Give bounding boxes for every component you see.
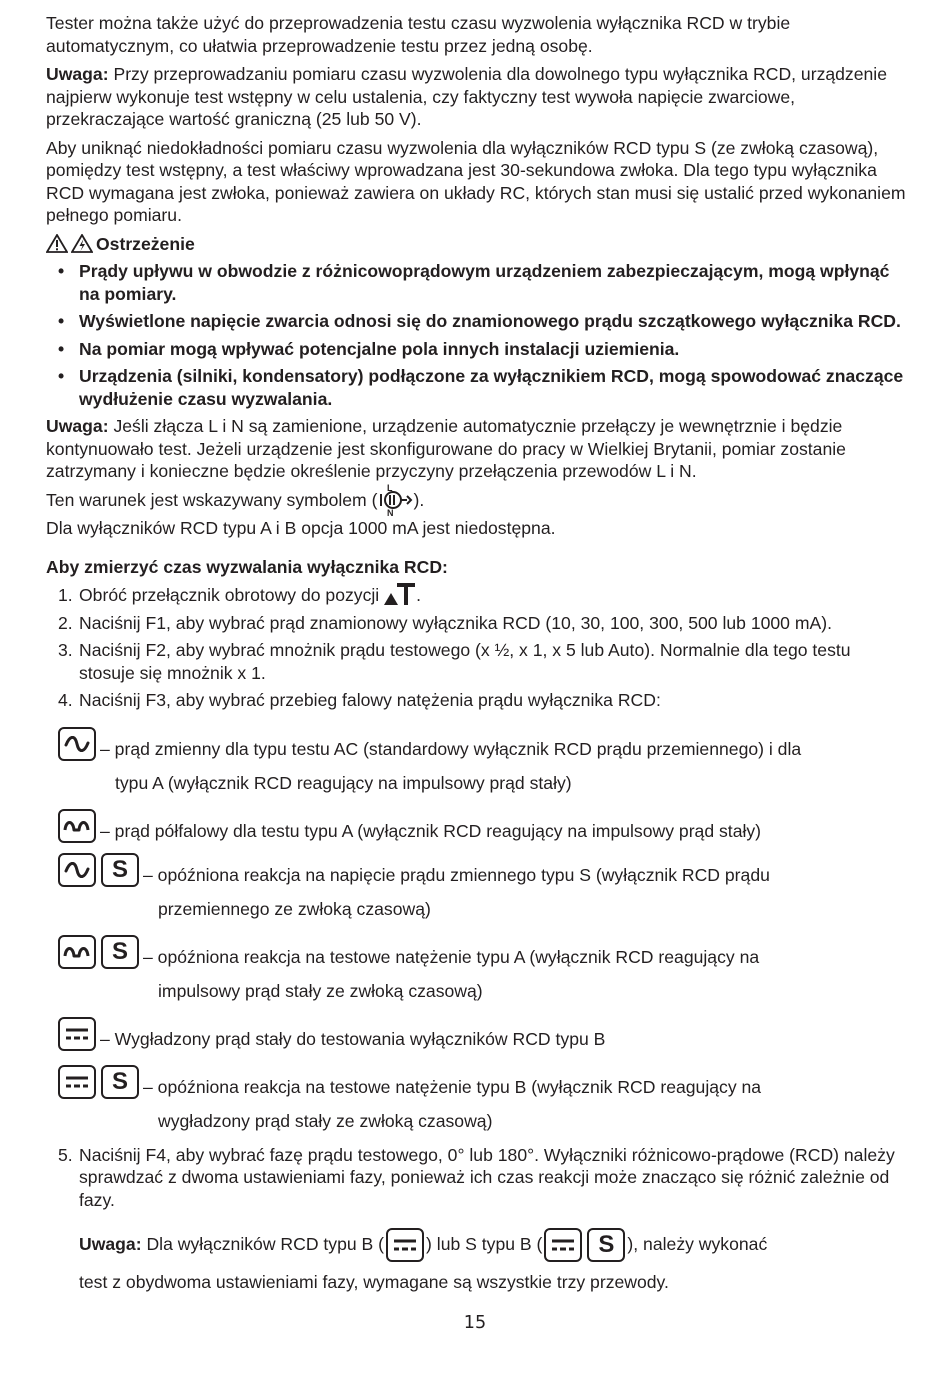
step-5: 5. Naciśnij F4, aby wybrać fazę prądu testowego, 0° lub 180°. Wyłączniki różnicowo-prądowe (RCD) należy sprawdzać z dwoma ustawieniami fazy, ponieważ ich czas reakcji może znacząco się różnić zależnie od fazy. — [58, 1144, 895, 1210]
electric-hazard-icon — [71, 234, 93, 253]
waveform-description: – opóźniona reakcja na testowe natężenie typu B (wyłącznik RCD reagujący na wygładzony prąd stały ze zwłoką czasową) — [143, 1076, 762, 1131]
type-b-icon-group — [386, 1228, 424, 1262]
steps-list — [46, 584, 906, 712]
waveform-description: – Wygładzony prąd stały do testowania wyłączników RCD typu B — [100, 1028, 606, 1049]
waveform-row — [58, 1022, 906, 1056]
waveform-description: – opóźniona reakcja na napięcie prądu zmiennego typu S (wyłącznik RCD prądu przemiennego ze zwłoką czasową) — [143, 864, 770, 919]
step-1: 1. Obróć przełącznik obrotowy do pozycji . — [46, 584, 906, 607]
warning-item: • Prądy upływu w obwodzie z różnicowoprądowym urządzeniem zabezpieczającym, mogą wpłynąć na pomiary. — [46, 260, 906, 305]
intro-paragraph: Tester można także użyć do przeprowadzenia testu czasu wyzwolenia wyłącznika RCD w trybie automatycznym, co ułatwia przeprowadzenie testu przez jedną osobę. — [46, 13, 791, 56]
page-number: 15 — [463, 1313, 487, 1333]
ln-swap-label-l: L — [387, 482, 393, 493]
waveform-row — [58, 937, 906, 1008]
manual-page — [46, 12, 906, 1301]
symbol-line: Ten warunek jest wskazywany symbolem ( L N ). — [46, 482, 425, 517]
waveform-description: – prąd półfalowy dla testu typu A (wyłącznik RCD reagujący na impulsowy prąd stały) — [100, 820, 762, 841]
half-wave-icon — [58, 809, 96, 843]
note-preliminary-test: Uwaga: Przy przeprowadzaniu pomiaru czasu wyzwolenia dla dowolnego typu wyłącznika RCD, urządzenie najpierw wykonuje test wstępny w celu ustalenia, czy faktyczny test wywoła napięcie zwarciowe, przekraczające wartość graniczną (25 lub 50 V). — [46, 64, 887, 129]
waveform-icons — [58, 809, 96, 843]
dc-icon — [58, 1017, 96, 1051]
waveform-description: – prąd zmienny dla typu testu AC (standardowy wyłącznik RCD prądu przemiennego) i dla typu A (wyłącznik RCD reagujący na impulsowy prąd stały) — [100, 738, 802, 793]
step-2: 2. Naciśnij F1, aby wybrać prąd znamionowy wyłącznika RCD (10, 30, 100, 300, 500 lub 1000 mA). — [58, 612, 832, 633]
dc-icon — [544, 1228, 582, 1262]
waveform-description: – opóźniona reakcja na testowe natężenie typu A (wyłącznik RCD reagujący na impulsowy prąd stały ze zwłoką czasową) — [143, 946, 760, 1001]
ln-swap-icon — [377, 483, 413, 517]
section-title: Aby zmierzyć czas wyzwalania wyłącznika RCD: — [46, 556, 448, 577]
s-type-icon: S — [101, 935, 139, 969]
ln-swap-label-n: N — [387, 507, 394, 517]
warning-triangle-icon — [46, 234, 68, 253]
note-ln-swap: Uwaga: Jeśli złącza L i N są zamienione, urządzenie automatycznie przełączy je wewnętrznie i będzie kontynuowało test. Jeżeli urządzenie jest skonfigurowane do pracy w Wielkiej Brytanii, pomiar zostanie zatrzymany i konieczne będzie określenie przyczyny przełączenia przewodów L i N. — [46, 416, 846, 481]
half-wave-icon — [58, 935, 96, 969]
waveform-row — [58, 1067, 906, 1138]
dc-icon — [386, 1228, 424, 1262]
waveform-icons — [58, 853, 139, 887]
waveform-row — [58, 732, 906, 800]
warning-item: • Na pomiar mogą wpływać potencjalne pola innych instalacji uziemienia. — [46, 338, 906, 361]
ac-wave-icon — [58, 727, 96, 761]
type-s-delay-paragraph: Aby uniknąć niedokładności pomiaru czasu wyzwolenia dla wyłączników RCD typu S (ze zwłoką czasową), pomiędzy test wstępny, a test właściwy wprowadzana jest 30-sekundowa zwłoka. Dla tego typu wyłącznika RCD wymagana jest zwłoka, ponieważ zawiera on układy RC, których stan musi się ustalić przed wykonaniem pełnego pomiaru. — [46, 137, 906, 225]
waveform-icons — [58, 1065, 139, 1099]
ac-wave-icon — [58, 853, 96, 887]
waveform-row — [58, 814, 906, 848]
step-3: 3. Naciśnij F2, aby wybrać mnożnik prądu testowego (x ½, x 1, x 5 lub Auto). Normalnie dla tego testu stosuje się mnożnik x 1. — [58, 640, 851, 683]
warning-item: • Wyświetlone napięcie zwarcia odnosi się do znamionowego prądu szczątkowego wyłącznika RCD. — [46, 310, 906, 333]
note-type-b-phase: Uwaga: Dla wyłączników RCD typu B ( ) lub S typu B ( S ), należy wykonać test z obydwoma ustawieniami fazy, wymagane są wszystkie trzy przewody. — [46, 1225, 906, 1301]
warning-heading: Ostrzeżenie — [46, 233, 906, 256]
s-type-icon: S — [101, 853, 139, 887]
waveform-icons — [58, 935, 139, 969]
warning-list — [46, 260, 906, 410]
steps-list-continued — [46, 1144, 906, 1212]
dc-icon — [58, 1065, 96, 1099]
type-s-b-icon-group — [544, 1228, 625, 1262]
waveform-icons — [58, 727, 96, 761]
waveform-row — [58, 855, 906, 926]
s-type-icon: S — [587, 1228, 625, 1262]
waveform-icons — [58, 1017, 96, 1051]
step-4: 4. Naciśnij F3, aby wybrać przebieg falowy natężenia prądu wyłącznika RCD: — [58, 690, 661, 710]
warning-item: • Urządzenia (silniki, kondensatory) podłączone za wyłącznikiem RCD, mogą spowodować znaczące wydłużenie czasu wyzwalania. — [46, 365, 906, 410]
type-ab-1000ma-note: Dla wyłączników RCD typu A i B opcja 1000 mA jest niedostępna. — [46, 518, 556, 538]
waveform-list — [46, 732, 906, 1138]
s-type-icon: S — [101, 1065, 139, 1099]
delta-t-icon — [382, 579, 418, 607]
